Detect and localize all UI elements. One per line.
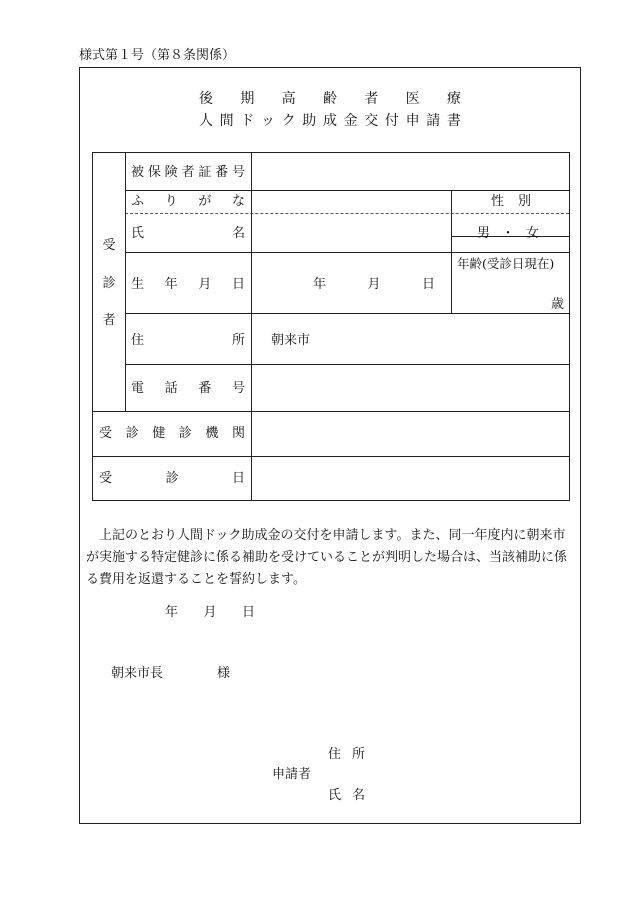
group-divider bbox=[125, 153, 126, 411]
char: ッ bbox=[260, 113, 275, 129]
applicant-info-table bbox=[92, 152, 570, 501]
char: 受 bbox=[99, 471, 113, 486]
char: 日 bbox=[421, 277, 435, 292]
char: 請 bbox=[426, 113, 441, 129]
gender-age-divider bbox=[451, 190, 452, 313]
applicant-address-label bbox=[328, 748, 365, 761]
char: 番 bbox=[198, 381, 212, 396]
char: 金 bbox=[343, 113, 358, 129]
char: 保 bbox=[147, 165, 161, 180]
char: 療 bbox=[446, 91, 461, 107]
gender-options[interactable] bbox=[477, 227, 539, 240]
char: 名 bbox=[351, 788, 365, 803]
phone-field[interactable] bbox=[252, 365, 570, 410]
char: 月 bbox=[367, 277, 381, 292]
insurance-number-field[interactable] bbox=[252, 154, 570, 190]
char: 交 bbox=[364, 113, 379, 129]
char: 年 bbox=[313, 277, 327, 292]
char: 月 bbox=[198, 277, 212, 292]
row-divider bbox=[125, 252, 569, 253]
char: 住 bbox=[328, 747, 342, 762]
char: 申 bbox=[405, 113, 420, 129]
char: 関 bbox=[231, 426, 245, 441]
applicant-label: 申請者 bbox=[272, 767, 312, 782]
address-label bbox=[131, 334, 245, 347]
application-date[interactable] bbox=[165, 606, 255, 619]
char: 後 bbox=[199, 91, 213, 107]
visit-date-label bbox=[99, 472, 245, 485]
char: 間 bbox=[219, 113, 234, 129]
char: ふ bbox=[131, 194, 145, 209]
char: な bbox=[231, 194, 245, 209]
char: 成 bbox=[322, 113, 337, 129]
char: 者 bbox=[102, 313, 116, 328]
char: 健 bbox=[152, 426, 166, 441]
address-value[interactable]: 朝来市 bbox=[271, 333, 311, 348]
char: 者 bbox=[364, 91, 379, 107]
char: 年 bbox=[164, 277, 178, 292]
char: ・ bbox=[501, 226, 515, 241]
char: 診 bbox=[165, 471, 179, 486]
form-number: 様式第１号（第８条関係） bbox=[79, 48, 236, 63]
char: 月 bbox=[203, 605, 217, 620]
char: 被 bbox=[131, 165, 145, 180]
char: 氏 bbox=[328, 788, 342, 803]
char: 助 bbox=[302, 113, 317, 129]
facility-label bbox=[99, 427, 245, 440]
patient-group-label bbox=[101, 239, 117, 327]
char: 男 bbox=[477, 226, 491, 241]
char: 別 bbox=[517, 194, 531, 209]
char: 話 bbox=[164, 381, 178, 396]
visit-date-field[interactable] bbox=[252, 457, 570, 500]
char: 所 bbox=[351, 747, 365, 762]
char: 番 bbox=[215, 165, 229, 180]
char: 齢 bbox=[322, 91, 337, 107]
birthdate-field[interactable] bbox=[313, 278, 435, 291]
name-field[interactable] bbox=[252, 214, 450, 251]
age-unit: 歳 bbox=[551, 297, 565, 312]
char: 機 bbox=[205, 426, 219, 441]
char: 受 bbox=[102, 238, 116, 253]
char: 診 bbox=[125, 426, 139, 441]
char: 名 bbox=[231, 226, 245, 241]
name-label bbox=[131, 227, 245, 240]
char: 人 bbox=[199, 113, 213, 129]
char: 日 bbox=[231, 277, 245, 292]
title-line-1 bbox=[199, 92, 461, 106]
char: 電 bbox=[131, 381, 145, 396]
char: 期 bbox=[240, 91, 255, 107]
phone-label bbox=[131, 382, 245, 395]
row-divider bbox=[125, 190, 569, 191]
char: り bbox=[164, 194, 178, 209]
char: 日 bbox=[241, 605, 255, 620]
char: 診 bbox=[178, 426, 192, 441]
char: 号 bbox=[231, 165, 245, 180]
char: 生 bbox=[131, 277, 145, 292]
char: 氏 bbox=[131, 226, 145, 241]
char: ク bbox=[281, 113, 296, 129]
addressee-name: 朝来市長 bbox=[111, 666, 164, 681]
char: 高 bbox=[281, 91, 296, 107]
applicant-name-label bbox=[328, 789, 365, 802]
char: 書 bbox=[446, 113, 461, 129]
declaration-text: 上記のとおり人間ドック助成金の交付を申請します。また、同一年度内に朝来市が実施する特定健診に係る補助を受けていることが判明した場合は、当該補助に係る費用を返還することを誓約します。 bbox=[86, 528, 568, 587]
char: 医 bbox=[405, 91, 420, 107]
char: 号 bbox=[231, 381, 245, 396]
char: 診 bbox=[102, 275, 116, 291]
char: 者 bbox=[181, 165, 195, 180]
char: 日 bbox=[231, 471, 245, 486]
char: 年 bbox=[165, 605, 179, 620]
gender-header bbox=[491, 195, 531, 208]
char: 険 bbox=[164, 165, 178, 180]
title-line-2 bbox=[199, 114, 461, 128]
char: 付 bbox=[384, 113, 399, 129]
char: ド bbox=[240, 113, 255, 129]
char: 証 bbox=[198, 165, 212, 180]
furigana-label bbox=[131, 195, 245, 208]
facility-field[interactable] bbox=[252, 412, 570, 455]
char: 受 bbox=[99, 426, 113, 441]
insurance-number-label bbox=[131, 166, 245, 179]
char: 女 bbox=[525, 226, 539, 241]
char: が bbox=[198, 194, 212, 209]
addressee-honorific: 様 bbox=[217, 666, 231, 681]
char: 住 bbox=[131, 333, 145, 348]
row-divider bbox=[125, 313, 569, 314]
char: 性 bbox=[491, 194, 505, 209]
age-header: 年齢(受診日現在) bbox=[457, 256, 555, 271]
char: 所 bbox=[231, 333, 245, 348]
birthdate-label bbox=[131, 278, 245, 291]
